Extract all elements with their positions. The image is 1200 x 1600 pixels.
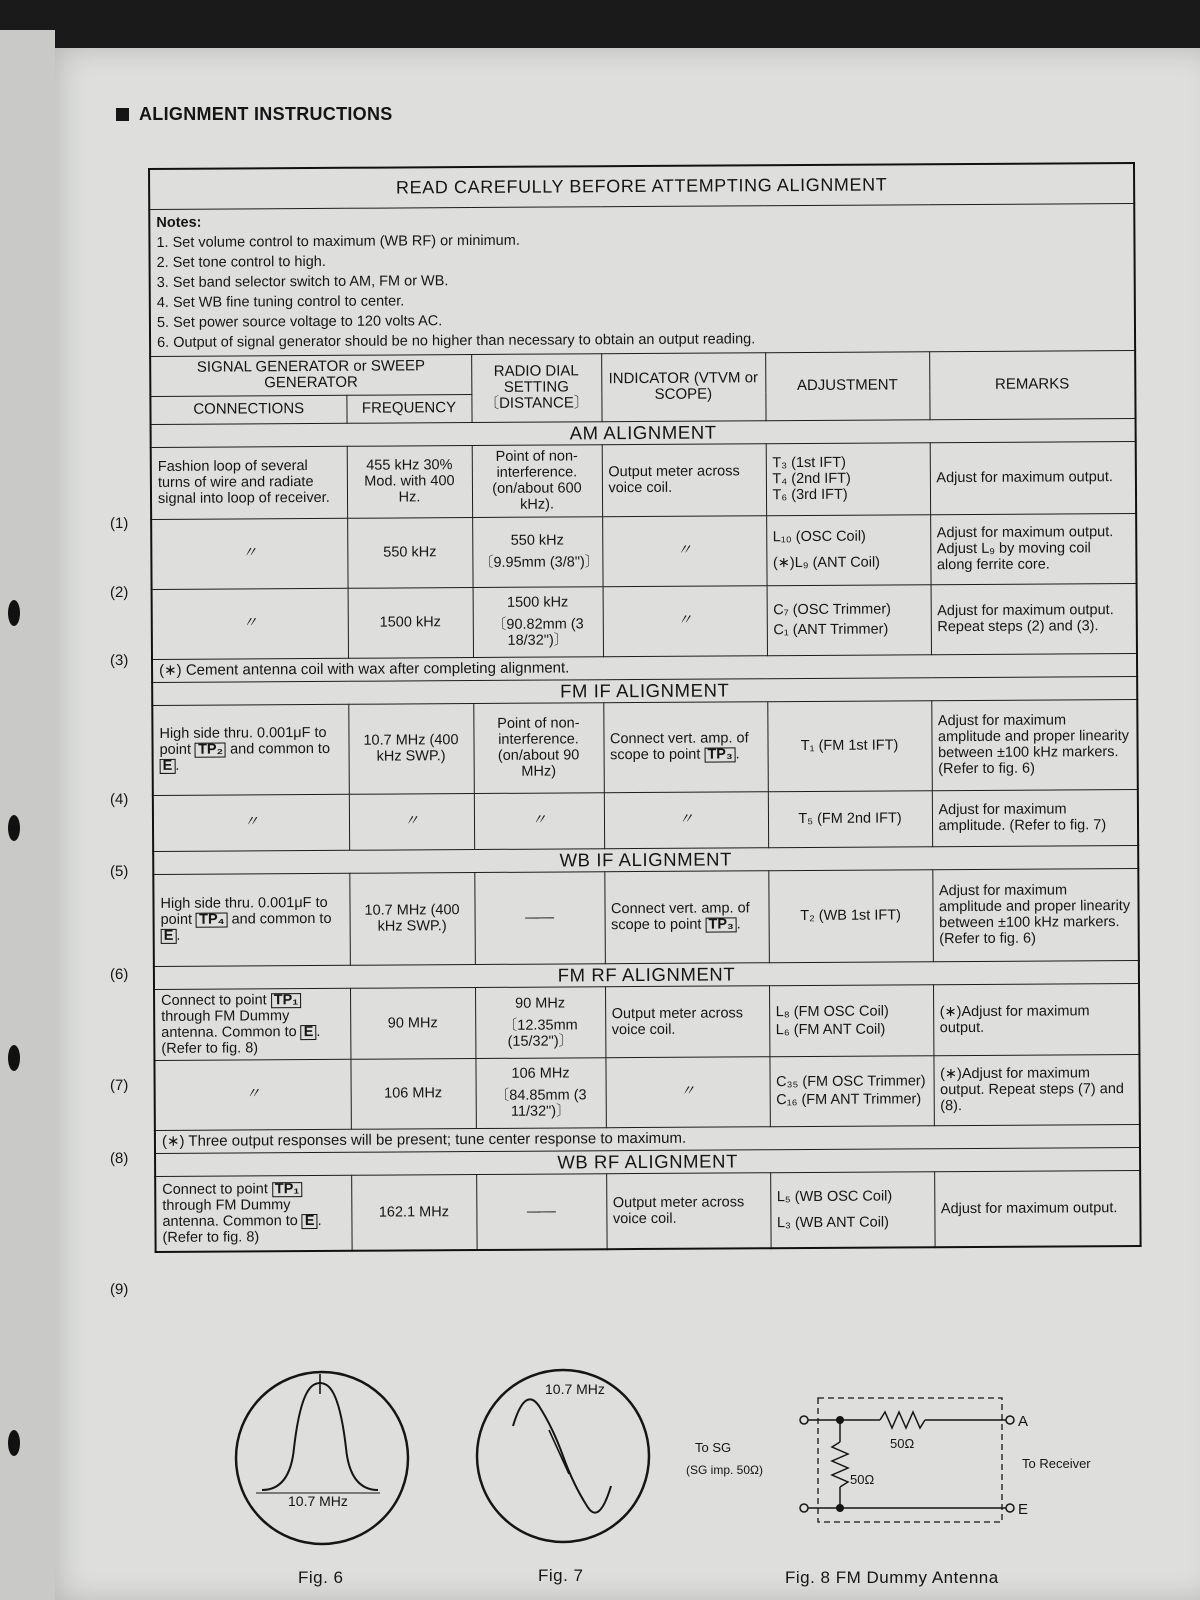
header-radio-dial: RADIO DIAL SETTING 〔DISTANCE〕 (471, 353, 601, 422)
header-connections: CONNECTIONS (150, 395, 346, 424)
am-footnote: (∗) Cement antenna coil with wax after completing alignment. (152, 653, 1137, 682)
read-carefully-title: READ CAREFULLY BEFORE ATTEMPTING ALIGNMENT (149, 163, 1134, 209)
ditto-mark: 〃 (349, 793, 474, 850)
terminal-e-label: E (1018, 1501, 1029, 1518)
s-curve (513, 1399, 611, 1512)
dial-cell: Point of non-interference. (on/about 90 MHz) (473, 702, 604, 793)
adjustment-cell: L₅ (WB OSC Coil) L₃ (WB ANT Coil) (770, 1171, 934, 1248)
indicator-cell: Output meter across voice coil. (605, 985, 769, 1057)
series-resistor-label: 50Ω (890, 1436, 915, 1451)
header-signal-generator: SIGNAL GENERATOR or SWEEP GENERATOR (150, 354, 471, 396)
remarks-cell: Adjust for maximum amplitude and proper linearity between ±100 kHz markers. (Refer to fig. 6) (931, 699, 1138, 790)
indicator-cell: Connect vert. amp. of scope to point TP₃ . (604, 870, 769, 963)
note-item: 4. Set WB fine tuning control to center. (156, 292, 405, 311)
header-remarks: REMARKS (929, 350, 1135, 419)
remarks-cell: (∗)Adjust for maximum output. Repeat steps (7) and (8). (933, 1054, 1140, 1125)
frequency-cell: 90 MHz (350, 987, 475, 1059)
adjustment-cell: C₇ (OSC Trimmer) C₁ (ANT Trimmer) (767, 584, 931, 655)
shunt-resistor (832, 1442, 848, 1487)
header-frequency: FREQUENCY (346, 394, 471, 423)
fig7-scope-trace (473, 1366, 653, 1546)
remarks-cell: Adjust for maximum amplitude. (Refer to fig. 7) (932, 789, 1138, 846)
response-curve (262, 1383, 378, 1490)
connections-cell: Connect to point TP₁ through FM Dummy antenna. Common to E . (Refer to fig. 8) (155, 1175, 351, 1252)
fm-if-alignment-heading: FM IF ALIGNMENT (152, 676, 1137, 705)
fig8-dummy-antenna-schematic (686, 1390, 1100, 1540)
row-number: (7) (109, 1076, 129, 1095)
table-row (155, 1170, 1141, 1252)
notes-heading: Notes: (156, 214, 202, 231)
binding-hole (8, 1045, 20, 1071)
test-point-tp1: TP₁ (272, 1182, 303, 1197)
test-point-tp3: TP₃ (704, 747, 735, 762)
dial-cell: 90 MHz 〔12.35mm (15/32")〕 (475, 986, 605, 1058)
frequency-cell: 106 MHz (350, 1058, 475, 1129)
remarks-cell: Adjust for maximum amplitude and proper linearity between ±100 kHz markers. (Refer to fig. 6) (932, 868, 1139, 961)
alignment-table (148, 162, 1142, 1253)
remarks-cell: Adjust for maximum output. (934, 1170, 1141, 1247)
terminal-in (800, 1416, 808, 1424)
shunt-resistor-label: 50Ω (850, 1472, 875, 1487)
test-point-tp2: TP₂ (195, 743, 226, 758)
adjustment-cell: C₃₅ (FM OSC Trimmer) C₁₆ (FM ANT Trimmer) (769, 1055, 933, 1126)
row-number: (8) (109, 1149, 129, 1168)
table-row (153, 868, 1139, 966)
indicator-cell: Connect vert. amp. of scope to point TP₃ . (603, 701, 768, 792)
terminal-a (1006, 1416, 1014, 1424)
row-number: (1) (109, 514, 129, 533)
note-item: 3. Set band selector switch to AM, FM or WB. (156, 272, 449, 291)
frequency-cell: 10.7 MHz (400 kHz SWP.) (348, 703, 474, 794)
common-point-e: E (160, 759, 176, 774)
adjustment-cell: T₂ (WB 1st IFT) (768, 869, 933, 962)
table-row (151, 441, 1136, 519)
fig6-label: 10.7 MHz (288, 1493, 348, 1509)
table-row (154, 1054, 1139, 1130)
fig7-label: 10.7 MHz (545, 1381, 605, 1397)
ditto-mark: 〃 (604, 791, 768, 848)
row-number: (9) (109, 1280, 129, 1299)
wb-rf-alignment-heading: WB RF ALIGNMENT (155, 1147, 1140, 1176)
fig7-caption: Fig. 7 (538, 1566, 584, 1585)
ditto-mark: 〃 (602, 515, 766, 586)
dial-cell: 106 MHz 〔84.85mm (3 11/32")〕 (475, 1057, 605, 1128)
frequency-cell: 455 kHz 30% Mod. with 400 Hz. (347, 445, 472, 518)
terminal-e (1006, 1504, 1014, 1512)
table-row (152, 699, 1138, 795)
table-row (152, 583, 1137, 659)
header-adjustment: ADJUSTMENT (765, 351, 929, 420)
bullet-square-icon (116, 108, 129, 121)
adjustment-cell: T₅ (FM 2nd IFT) (768, 790, 932, 847)
fig6-scope-trace (232, 1368, 412, 1548)
table-row (153, 789, 1138, 851)
frequency-cell: 162.1 MHz (351, 1174, 476, 1251)
row-number: (5) (109, 862, 129, 881)
terminal-a-label: A (1018, 1413, 1029, 1430)
ditto-mark: 〃 (153, 794, 349, 851)
common-point-e: E (302, 1214, 318, 1229)
dash-mark: —— (476, 1173, 606, 1250)
fm-rf-footnote: (∗) Three output responses will be present; tune center response to maximum. (155, 1124, 1140, 1153)
connections-cell: Fashion loop of several turns of wire and radiate signal into loop of receiver. (151, 446, 347, 519)
remarks-cell: Adjust for maximum output. (930, 441, 1137, 514)
ditto-mark: 〃 (605, 1056, 769, 1127)
ditto-mark: 〃 (603, 585, 767, 656)
dial-cell: 1500 kHz 〔90.82mm (3 18/32")〕 (473, 586, 603, 657)
wb-if-alignment-heading: WB IF ALIGNMENT (153, 845, 1138, 874)
dial-cell: 550 kHz 〔9.95mm (3/8")〕 (472, 516, 602, 587)
sg-impedance-label: (SG imp. 50Ω) (686, 1463, 763, 1477)
dial-cell: Point of non-interference. (on/about 600 kHz). (472, 444, 602, 517)
terminal-in-common (800, 1504, 808, 1512)
row-number: (4) (109, 790, 129, 809)
dashed-box (818, 1398, 1002, 1522)
test-point-tp1: TP₁ (271, 993, 302, 1008)
ditto-mark: 〃 (151, 518, 347, 589)
remarks-cell: (∗)Adjust for maximum output. (933, 983, 1140, 1055)
section-title: ALIGNMENT INSTRUCTIONS (116, 104, 393, 125)
remarks-cell: Adjust for maximum output. Adjust L₉ by moving coil along ferrite core. (930, 513, 1137, 584)
fig8-caption: Fig. 8 FM Dummy Antenna (785, 1568, 999, 1587)
table-row (151, 513, 1136, 589)
connections-cell: Connect to point TP₁ through FM Dummy antenna. Common to E . (Refer to fig. 8) (154, 988, 350, 1060)
note-item: 5. Set power source voltage to 120 volts AC. (156, 312, 443, 331)
to-sg-label: To SG (695, 1440, 732, 1455)
binding-hole (8, 815, 20, 841)
series-resistor (880, 1412, 925, 1428)
fm-rf-alignment-heading: FM RF ALIGNMENT (154, 960, 1139, 989)
note-item: 1. Set volume control to maximum (WB RF) or minimum. (156, 232, 520, 251)
test-point-tp4: TP₄ (196, 913, 228, 928)
ditto-mark: 〃 (474, 792, 604, 849)
binding-hole (8, 600, 20, 626)
row-number: (3) (109, 651, 129, 670)
adjustment-cell: T₃ (1st IFT) T₄ (2nd IFT) T₆ (3rd IFT) (766, 442, 930, 515)
frequency-cell: 10.7 MHz (400 kHz SWP.) (349, 872, 475, 965)
am-alignment-heading: AM ALIGNMENT (151, 418, 1136, 447)
adjustment-cell: T₁ (FM 1st IFT) (767, 700, 932, 791)
table-row (154, 983, 1139, 1060)
header-indicator: INDICATOR (VTVM or SCOPE) (601, 352, 765, 421)
row-number: (6) (109, 965, 129, 984)
frequency-cell: 1500 kHz (348, 587, 473, 658)
adjustment-cell: L₈ (FM OSC Coil) L₆ (FM ANT Coil) (769, 984, 933, 1056)
ditto-mark: 〃 (154, 1059, 350, 1130)
row-number: (2) (109, 583, 129, 602)
fig6-caption: Fig. 6 (298, 1568, 344, 1587)
adjustment-cell: L₁₀ (OSC Coil) (∗)L₉ (ANT Coil) (766, 514, 930, 585)
common-point-e: E (301, 1024, 317, 1039)
common-point-e: E (161, 929, 177, 944)
binding-hole (8, 1430, 20, 1456)
ditto-mark: 〃 (152, 588, 348, 659)
indicator-cell: Output meter across voice coil. (606, 1172, 770, 1249)
binding-edge (0, 30, 55, 1600)
connections-cell: High side thru. 0.001μF to point TP₂ and common to E . (152, 704, 349, 795)
to-receiver-label: To Receiver (1022, 1456, 1091, 1471)
note-item: 6. Output of signal generator should be no higher than necessary to obtain an output reading. (157, 330, 756, 351)
remarks-cell: Adjust for maximum output. Repeat steps (2) and (3). (931, 583, 1138, 654)
connections-cell: High side thru. 0.001μF to point TP₄ and common to E . (153, 873, 350, 966)
test-point-tp3: TP₃ (705, 917, 736, 932)
notes-block (149, 203, 1135, 356)
marker-line (549, 1430, 569, 1474)
dash-mark: —— (474, 871, 605, 964)
scope-circle (236, 1372, 408, 1544)
indicator-cell: Output meter across voice coil. (602, 443, 766, 516)
frequency-cell: 550 kHz (347, 517, 472, 588)
note-item: 2. Set tone control to high. (156, 253, 326, 271)
